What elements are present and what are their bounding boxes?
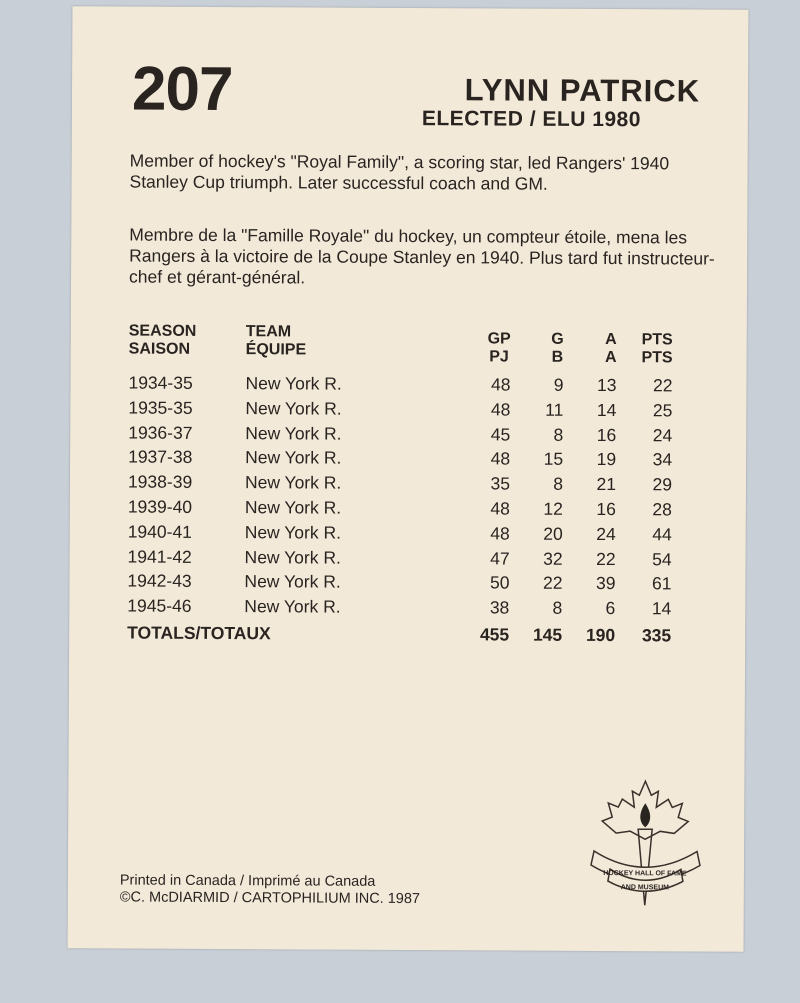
cell-pts: 29 — [652, 474, 673, 495]
cell-g: 8 — [553, 473, 564, 494]
cell-team: New York R. — [244, 571, 341, 593]
cell-gp: 48 — [490, 498, 510, 519]
cell-a: 6 — [605, 598, 616, 619]
cell-pts: 44 — [652, 524, 672, 545]
table-row — [70, 422, 746, 450]
cell-season: 1934-35 — [128, 372, 193, 393]
header-text: B — [551, 348, 564, 366]
cell-gp: 48 — [490, 399, 511, 420]
header-text: A — [605, 331, 617, 349]
cell-season: 1941-42 — [127, 546, 192, 567]
cell-gp: 48 — [490, 448, 511, 469]
cell-team: New York R. — [245, 422, 342, 444]
cell-g: 145 — [532, 624, 563, 645]
header-text: GP — [487, 330, 511, 348]
cell-gp: 48 — [490, 523, 510, 544]
table-row — [70, 496, 746, 524]
header-g — [551, 331, 564, 367]
cell-g: 20 — [543, 523, 563, 544]
header-a — [605, 331, 617, 367]
cell-a: 24 — [596, 523, 616, 544]
totals-row — [69, 622, 745, 650]
bio-english: Member of hockey's "Royal Family", a scoring star, led Rangers' 1940 Stanley Cup triumph. Later successful coach and GM. — [129, 150, 670, 194]
cell-season: 1945-46 — [127, 595, 192, 617]
cell-a: 16 — [596, 498, 616, 520]
cell-pts: 22 — [652, 375, 673, 396]
cell-gp: 45 — [490, 424, 511, 445]
cell-a: 190 — [585, 624, 616, 646]
cell-pts: 14 — [651, 598, 672, 619]
cell-g: 15 — [543, 449, 564, 470]
header-text: SAISON — [128, 340, 191, 358]
table-row — [70, 447, 746, 475]
cell-pts: 34 — [652, 449, 673, 470]
header-text: A — [605, 349, 617, 367]
cell-team: New York R. — [244, 497, 342, 518]
cell-a: 16 — [596, 424, 617, 445]
cell-gp: 48 — [490, 374, 511, 395]
cell-a: 14 — [596, 399, 617, 420]
cell-pts: 61 — [651, 573, 672, 594]
cell-season: 1939-40 — [127, 496, 193, 517]
cell-g: 22 — [542, 573, 563, 594]
cell-a: 13 — [596, 374, 617, 396]
cell-pts: 54 — [652, 548, 672, 569]
svg-text:HOCKEY HALL OF FAME: HOCKEY HALL OF FAME — [603, 870, 687, 878]
cell-gp: 455 — [479, 624, 510, 645]
bio-french: Membre de la "Famille Royale" du hockey, un compteur étoile, mena les Rangers à la victoire de la Coupe Stanley en 1940. Plus tard fut instructeur-chef et gérant-général. — [129, 224, 715, 288]
table-row — [69, 595, 745, 623]
header-text: ÉQUIPE — [245, 341, 307, 359]
cell-a: 21 — [596, 474, 617, 495]
cell-season: 1935-35 — [128, 397, 193, 418]
cell-season: 1940-41 — [127, 521, 193, 542]
header-text: G — [551, 330, 564, 348]
cell-pts: 28 — [652, 499, 672, 520]
cell-pts: 335 — [641, 625, 672, 646]
cell-team: New York R. — [245, 447, 342, 469]
cell-a: 39 — [595, 573, 616, 594]
header-team — [246, 323, 307, 359]
header-gp — [487, 330, 510, 366]
player-name: LYNN PATRICK — [464, 72, 701, 109]
cell-g: 32 — [543, 548, 563, 569]
cell-season: 1937-38 — [128, 446, 193, 468]
cell-a: 19 — [596, 449, 617, 470]
cell-team: New York R. — [244, 472, 342, 493]
printed-in: Printed in Canada / Imprimé au Canada — [119, 872, 376, 890]
header-season — [129, 323, 197, 359]
copyright: ©C. McDIARMID / CARTOPHILIUM INC. 1987 — [119, 889, 421, 908]
cell-g: 11 — [545, 399, 564, 420]
card-number: 207 — [131, 54, 233, 125]
cell-gp: 47 — [490, 548, 510, 569]
cell-gp: 38 — [489, 597, 510, 618]
cell-season: 1942-43 — [127, 570, 192, 592]
cell-season: 1938-39 — [127, 471, 193, 493]
cell-team: New York R. — [244, 596, 341, 617]
svg-text:AND MUSEUM: AND MUSEUM — [620, 884, 669, 892]
cell-g: 9 — [553, 374, 564, 395]
cell-season: 1936-37 — [128, 422, 193, 443]
header-text: PTS — [641, 331, 673, 349]
header-text: PTS — [641, 349, 673, 367]
header-text: TEAM — [245, 323, 292, 341]
cell-gp: 35 — [490, 473, 511, 494]
header-text: PJ — [489, 348, 509, 366]
footer — [120, 872, 420, 908]
cell-label: TOTALS/TOTAUX — [127, 622, 271, 644]
table-row — [70, 471, 746, 499]
header-pts — [641, 331, 672, 367]
cell-a: 22 — [596, 548, 616, 569]
cell-team: New York R. — [245, 373, 342, 394]
hockey-card-back — [68, 6, 749, 952]
table-row — [69, 571, 745, 599]
cell-g: 12 — [543, 498, 563, 519]
hall-of-fame-logo — [588, 773, 704, 914]
header-text: SEASON — [128, 322, 197, 340]
cell-g: 8 — [552, 597, 563, 618]
cell-gp: 50 — [489, 572, 510, 593]
table-row — [70, 521, 746, 549]
cell-team: New York R. — [244, 546, 341, 568]
cell-pts: 25 — [652, 400, 673, 421]
elected-year: ELECTED / ELU 1980 — [421, 107, 642, 132]
cell-team: New York R. — [245, 397, 342, 419]
table-row — [70, 546, 746, 574]
cell-pts: 24 — [652, 424, 673, 445]
cell-g: 8 — [553, 424, 564, 445]
table-row — [70, 397, 746, 425]
cell-team: New York R. — [244, 521, 342, 543]
table-row — [70, 372, 746, 400]
